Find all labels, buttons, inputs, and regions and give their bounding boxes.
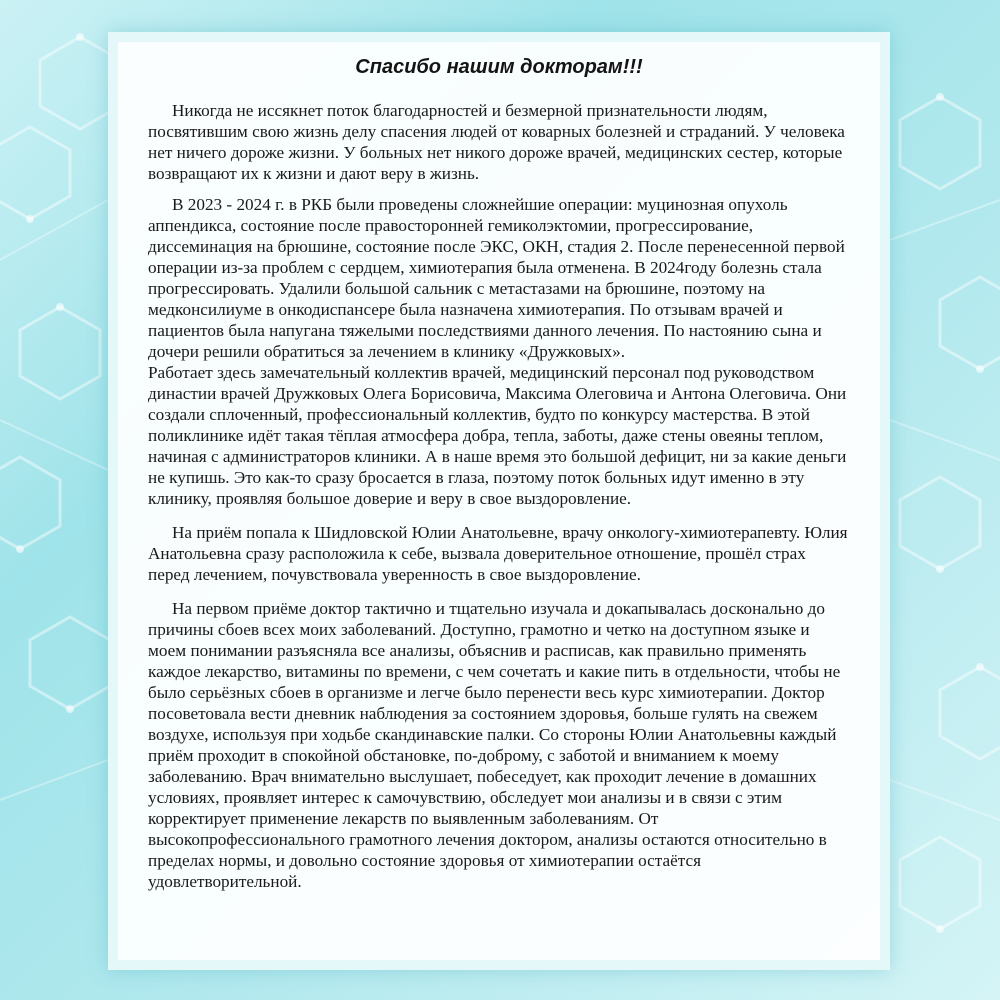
- letter-body: [148, 100, 848, 892]
- paragraph-operations: В 2023 - 2024 г. в РКБ были проведены сложнейшие операции: муцинозная опухоль аппендикса, состояние после правосторонней гемиколэктомии, прогрессирование, диссеминация на брюшине, состояние после ЭКС, ОКН, стадия 2. После перенесенной первой операции из-за проблем с сердцем, химиотерапия была отменена. В 2024году болезнь стала прогрессировать. Удалили большой сальник с метастазами на брюшине, поэтому на медконсилиуме в онкодиспансере была назначена химиотерапия. По отзывам врачей и пациентов была напугана тяжелыми последствиями данного лечения. По настоянию сына и дочери решили обратиться за лечением в клинику «Дружковых».: [148, 195, 845, 361]
- paragraph-intro: Никогда не иссякнет поток благодарностей и безмерной признательности людям, посвятившим свою жизнь делу спасения людей от коварных болезней и страданий. У человека нет ничего дороже жизни. У больных нет никого дороже врачей, медицинских сестер, которые возвращают их к жизни и дают веру в жизнь.: [148, 101, 845, 183]
- paragraph-treatment: На первом приёме доктор тактично и тщательно изучала и докапывалась досконально до причины сбоев всех моих заболеваний. Доступно, грамотно и четко на доступном языке и моем понимании разъясняла все анализы, объяснив и расписав, как правильно применять каждое лекарство, витамины по времени, с чем сочетать и какие пить в отдельности, чтобы не было серьёзных сбоев в организме и легче было перенести весь курс химиотерапии. Доктор посоветовала вести дневник наблюдения за состоянием здоровья, больше гулять на свежем воздухе, используя при ходьбе скандинавские палки. Со стороны Юлии Анатольевны каждый приём проходит в спокойной обстановке, по-доброму, с заботой и вниманием к моему заболеванию. Врач внимательно выслушает, побеседует, как проходит лечение в домашних условиях, проявляет интерес к самочувствию, обследует мои анализы и в связи с этим корректирует применение лекарств по выявленным заболеваниям. От высокопрофессионального грамотного лечения доктором, анализы остаются относительно в пределах нормы, и довольно состояние здоровья от химиотерапии остаётся удовлетворительной.: [148, 599, 841, 891]
- paragraph-doctor: На приём попала к Шидловской Юлии Анатольевне, врачу онкологу-химиотерапевту. Юлия Анатольевна сразу расположила к себе, вызвала доверительное отношение, прошёл страх перед лечением, почувствовала уверенность в свое выздоровление.: [148, 523, 848, 584]
- paragraph-clinic: Работает здесь замечательный коллектив врачей, медицинский персонал под руководством династии врачей Дружковых Олега Борисовича, Максима Олеговича и Антона Олеговича. Они создали сплоченный, профессиональный коллектив, будто по конкурсу мастерства. В этой поликлинике идёт такая тёплая атмосфера добра, тепла, заботы, даже стены овеяны теплом, начиная с администраторов клиники. А в наше время это большой дефицит, ни за какие деньги не купишь. Это как-то сразу бросается в глаза, поэтому поток больных идут именно в эту клинику, проявляя большое доверие и веру в свое выздоровление.: [148, 363, 847, 508]
- page-title: Спасибо нашим докторам!!!: [355, 56, 643, 78]
- letter-panel: [108, 32, 890, 970]
